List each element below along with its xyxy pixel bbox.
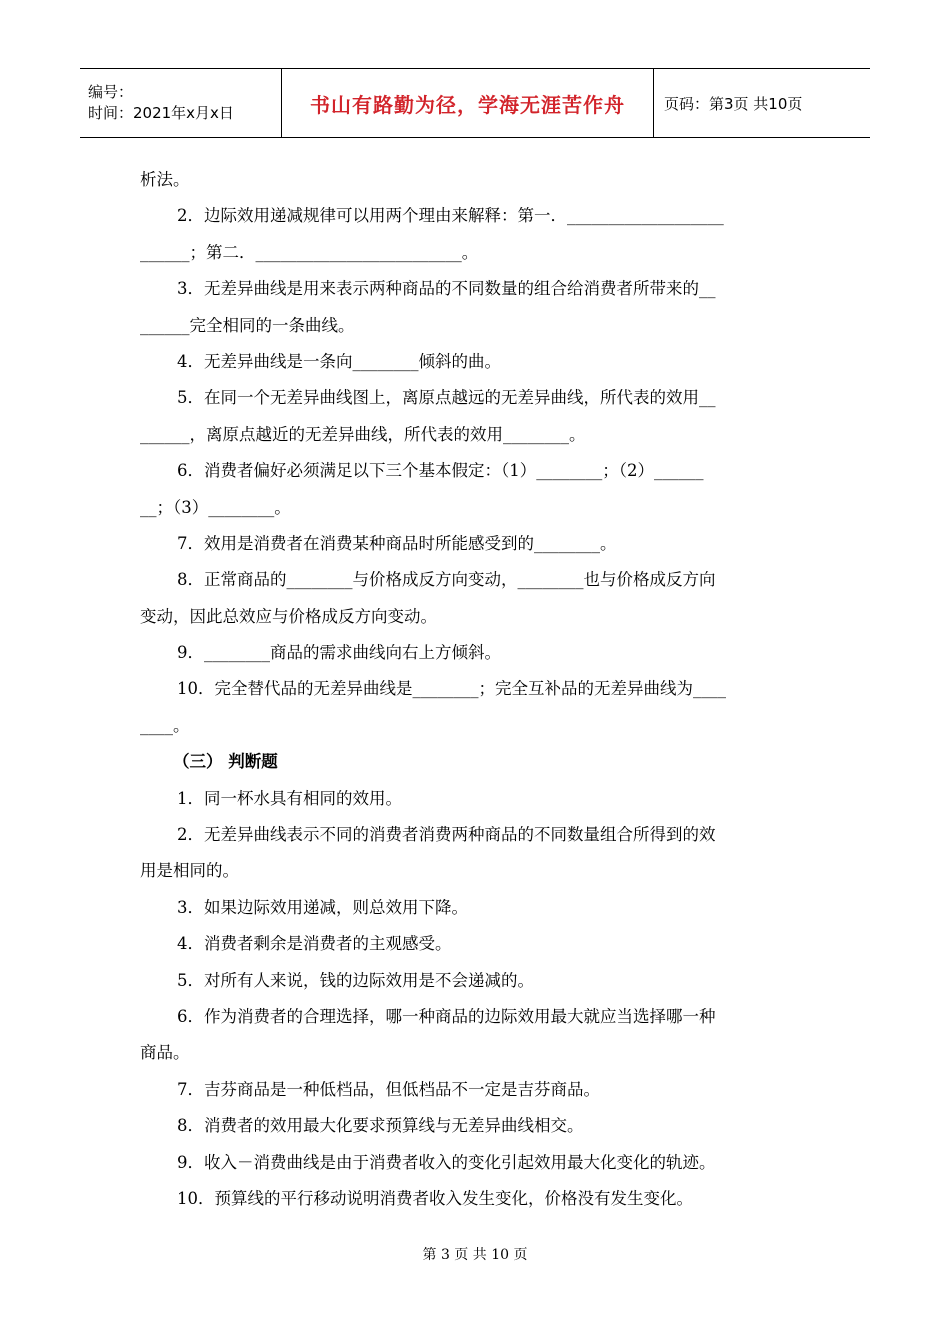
question-fill-5: 5．在同一个无差异曲线图上，离原点越远的无差异曲线，所代表的效用__ (177, 388, 716, 408)
question-fill-4: 4．无差异曲线是一条向________倾斜的曲。 (177, 351, 501, 371)
question-judge-2: 2．无差异曲线表示不同的消费者消费两种商品的不同数量组合所得到的效 (177, 825, 716, 845)
question-judge-6: 6．作为消费者的合理选择，哪一种商品的边际效用最大就应当选择哪一种 (177, 1006, 716, 1026)
text-line: ____。 (140, 715, 190, 735)
question-fill-2: 2．边际效用递减规律可以用两个理由来解释：第一．___________________ (177, 206, 724, 226)
text-line: 用是相同的。 (140, 861, 239, 881)
question-judge-9: 9．收入－消费曲线是由于消费者收入的变化引起效用最大化变化的轨迹。 (177, 1152, 716, 1172)
question-judge-1: 1．同一杯水具有相同的效用。 (177, 788, 402, 808)
question-judge-5: 5．对所有人来说，钱的边际效用是不会递减的。 (177, 970, 534, 990)
question-fill-3: 3．无差异曲线是用来表示两种商品的不同数量的组合给消费者所带来的__ (177, 279, 716, 299)
section-heading: （三） 判断题 (173, 752, 278, 772)
header-page-info-cell (654, 69, 870, 137)
header-motto: 书山有路勤为径，学海无涯苦作舟 (310, 92, 625, 117)
question-judge-10: 10．预算线的平行移动说明消费者收入发生变化，价格没有发生变化。 (177, 1188, 693, 1208)
time-label: 时间：2021年x月x日 (88, 104, 234, 122)
header-motto-cell (282, 69, 654, 137)
text-line: ______；第二．_________________________。 (140, 242, 479, 262)
text-line: 析法。 (140, 170, 190, 189)
question-judge-4: 4．消费者剩余是消费者的主观感受。 (177, 934, 452, 954)
document-body (140, 162, 810, 1217)
question-fill-8: 8．正常商品的________与价格成反方向变动，________也与价格成反方向 (177, 570, 716, 590)
text-line: 商品。 (140, 1043, 190, 1063)
text-line: ______，离原点越近的无差异曲线，所代表的效用________。 (140, 424, 586, 444)
header-meta (80, 69, 282, 137)
question-fill-7: 7．效用是消费者在消费某种商品时所能感受到的________。 (177, 533, 617, 553)
page-info: 页码：第3页 共10页 (664, 94, 803, 113)
page-header (80, 68, 870, 138)
question-fill-9: 9．________商品的需求曲线向右上方倾斜。 (177, 643, 501, 663)
question-fill-10: 10．完全替代品的无差异曲线是________；完全互补品的无差异曲线为____ (177, 679, 726, 699)
text-line: ______完全相同的一条曲线。 (140, 315, 355, 335)
question-judge-8: 8．消费者的效用最大化要求预算线与无差异曲线相交。 (177, 1116, 584, 1136)
question-judge-7: 7．吉芬商品是一种低档品，但低档品不一定是吉芬商品。 (177, 1079, 600, 1099)
question-fill-6: 6．消费者偏好必须满足以下三个基本假定：（1）________；（2）______ (177, 461, 704, 481)
page-footer: 第 3 页 共 10 页 (422, 1247, 528, 1263)
question-judge-3: 3．如果边际效用递减，则总效用下降。 (177, 897, 468, 917)
text-line: __；（3）________。 (140, 497, 291, 517)
text-line: 变动，因此总效应与价格成反方向变动。 (140, 606, 437, 626)
number-label: 编号： (88, 83, 134, 101)
